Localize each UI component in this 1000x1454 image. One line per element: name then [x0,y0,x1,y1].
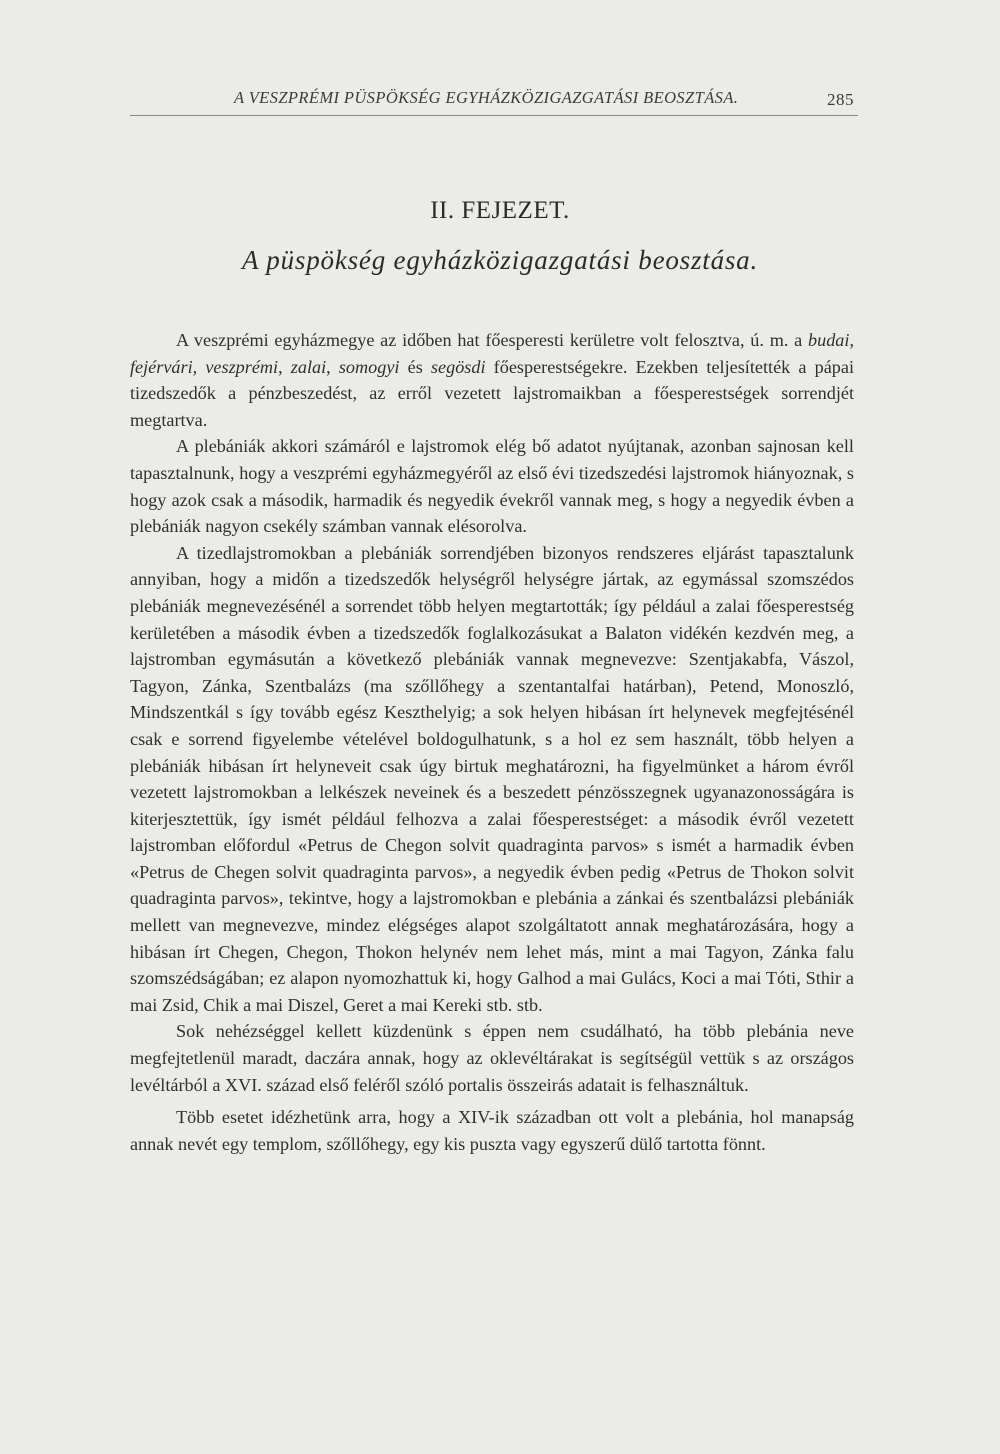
chapter-number: II. FEJEZET. [430,197,570,224]
district-name: veszprémi [205,356,279,377]
paragraph-5: Több esetet idézhetünk arra, hogy a XIV-ik században ott volt a plebánia, hol manapság annak nevét egy templom, szőllőhegy, egy kis puszta vagy egyszerű dülő tartotta fönnt. [130,1107,854,1154]
paragraph-1-tail: főesperestségekre. Ezekben teljesítették a pápai tizedszedők a pénzbeszedést, az erről vezetett lajstromaikban a főesperestségek sorrendjét megtartva. [130,356,855,430]
paragraph-4: Sok nehézséggel kellett küzdenünk s éppen nem csudálható, ha több plebánia neve megfejtetlenül maradt, daczára annak, hogy az oklevéltárakat is segítségül vettük s az országos levéltárból a XVI. század első feléről szóló portalis összeirás adatait is felhasználtuk. [130,1021,854,1095]
separator: , [278,356,291,377]
district-name: budai [808,330,850,350]
district-name: zalai [290,356,327,377]
page-number: 285 [827,90,854,109]
chapter-title: A püspökség egyházközigazgatási beosztása. [241,245,759,275]
conjunction: és [399,356,431,377]
separator: , [192,356,206,377]
body-text [130,327,854,1157]
district-name: segösdi [430,356,486,377]
district-name: fejérvári [130,356,193,377]
separator: , [326,356,339,377]
paragraph-1-lead: A veszprémi egyházmegye az időben hat főesperesti kerületre volt felosztva, ú. m. a [176,330,809,350]
district-name: somogyi [338,356,400,377]
paragraph-1 [130,327,854,433]
paragraph-3: A tizedlajstromokban a plebániák sorrendjében bizonyos rendszeres eljárást tapasztalunk annyiban, hogy a midőn a tizedszedők helységről helységre jártak, az egymással szomszédos plebániák megnevezésénél a sorrendet több helyen megtartották; így például a zalai főesperestség kerületében a második évben a tizedszedők foglalkozásukat a Balaton vidékén kezdvén meg, a lajstromban egymásután a következő plebániák vannak megnevezve: Szentjakabfa, Vászol, Tagyon, Zánka, Szentbalázs (ma szőllőhegy a szentantalfai határban), Petend, Monoszló, Mindszentkál s így tovább egész Keszthelyig; a sok helyen hibásan írt helynevek megfejtésénél csak e sorrend figyelembe vételével boldogulhatunk, s a hol ez sem használt, több helyen a plebániák hibásan írt helyneveit csak úgy birtuk meghatározni, ha figyelmünket a három évről vezetett lajstromokban a lelkészek neveinek és a beszedett pénzösszegnek ugyanazonosságára is kiterjesztettük, így ismét például felhozva a zalai főesperestséget: a második évről vezetett lajstromban előfordul «Petrus de Chegon solvit quadraginta parvos» s ismét a harmadik évben «Petrus de Chegen solvit quadraginta parvos», a negyedik évben pedig «Petrus de Thokon solvit quadraginta parvos», tekintve, hogy a lajstromokban e plebánia a zánkai és szentbalázsi plebániák mellett van megnevezve, mindez elégséges alapot szolgáltatott annak meghatározására, hogy a hibásan írt Chegen, Chegon, Thokon helynév nem lehet más, mint a mai Tagyon, Zánka falu szomszédságában; ez alapon nyomozhattuk ki, hogy Galhod a mai Gulács, Koci a mai Tóti, Sthir a mai Zsid, Chik a mai Diszel, Geret a mai Kereki stb. stb. [130,542,854,1015]
separator: , [849,330,854,350]
running-header [130,88,856,112]
header-rule [130,115,858,116]
paragraph-2: A plebániák akkori számáról e lajstromok elég bő adatot nyújtanak, azonban sajnosan kell tapasztalnunk, hogy a veszprémi egyházmegyéről az első évi tizedszedési lajstromok hiányoznak, s hogy azok csak a második, harmadik és negyedik évekről vannak meg, s hogy a negyedik évben a plebániák nagyon csekély számban vannak elésorolva. [130,436,854,537]
running-title: A VESZPRÉMI PÜSPÖKSÉG EGYHÁZKÖZIGAZGATÁSI BEOSZTÁSA. [234,88,739,107]
